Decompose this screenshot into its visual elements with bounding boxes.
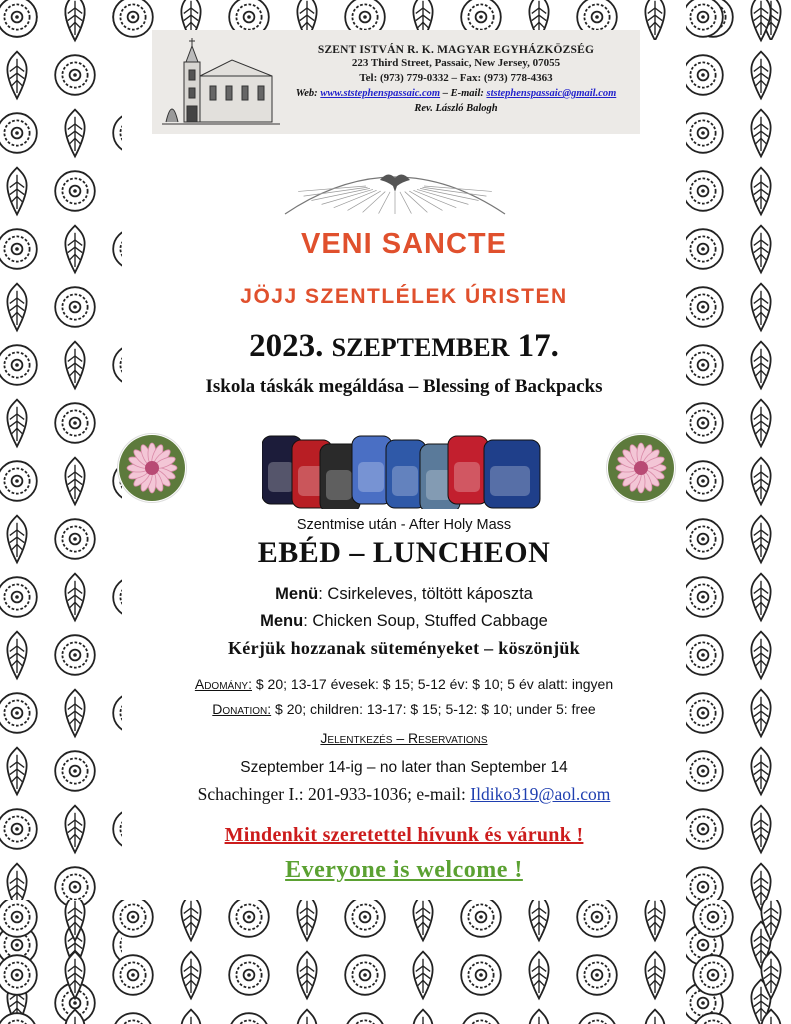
veni-sancte-heading: VENI SANCTE [301, 228, 507, 260]
folk-flower-motif-icon [106, 48, 122, 102]
folk-flower-motif-icon [48, 280, 102, 334]
folk-flower-motif-icon [48, 802, 102, 856]
event-date [122, 328, 686, 365]
folk-flower-motif-icon [686, 338, 730, 392]
folk-flower-motif-icon [338, 1006, 392, 1024]
reservations-heading [122, 730, 686, 746]
folk-flower-motif-icon [454, 948, 508, 1002]
folk-flower-motif-icon [338, 900, 392, 944]
folk-flower-motif-icon [222, 1006, 276, 1024]
folk-flower-motif-icon [744, 1006, 791, 1024]
folk-flower-motif-icon [48, 222, 102, 276]
menu-en-label: Menu [260, 612, 304, 630]
folk-flower-motif-icon [0, 338, 44, 392]
folk-flower-motif-icon [106, 744, 122, 798]
folk-flower-motif-icon [628, 948, 682, 1002]
folk-flower-motif-icon [48, 628, 102, 682]
folk-flower-motif-icon [734, 396, 788, 450]
folk-flower-motif-icon [48, 0, 102, 44]
folk-flower-motif-icon [686, 512, 730, 566]
folk-flower-motif-icon [686, 948, 740, 1002]
web-label: Web: [295, 88, 318, 99]
folk-flower-motif-icon [686, 1006, 740, 1024]
folk-flower-motif-icon [48, 948, 102, 1002]
parish-header [152, 30, 640, 134]
folk-flower-motif-icon [48, 900, 102, 944]
folk-flower-motif-icon [106, 222, 122, 276]
folk-flower-motif-icon [744, 900, 791, 944]
folk-flower-motif-icon [106, 280, 122, 334]
folk-flower-motif-icon [570, 948, 624, 1002]
folk-flower-motif-icon [628, 1006, 682, 1024]
parish-web-line [272, 86, 640, 101]
folk-flower-motif-icon [734, 512, 788, 566]
parish-phone-fax: Tel: (973) 779-0332 – Fax: (973) 778-4363 [359, 72, 553, 84]
folk-flower-motif-icon [734, 628, 788, 682]
folk-flower-motif-icon [686, 222, 730, 276]
folk-flower-motif-icon [338, 948, 392, 1002]
folk-flower-motif-icon [0, 686, 44, 740]
contact-text: Schachinger I.: 201-933-1036; e-mail: [197, 784, 471, 804]
folk-flower-motif-icon [48, 164, 102, 218]
folk-flower-motif-icon [512, 1006, 566, 1024]
folk-flower-motif-icon [106, 0, 122, 44]
folk-flower-motif-icon [280, 900, 334, 944]
folk-flower-motif-icon [686, 900, 740, 944]
menu-english [122, 612, 686, 631]
folk-flower-motif-icon [512, 948, 566, 1002]
parish-name: SZENT ISTVÁN R. K. MAGYAR EGYHÁZKÖZSÉG [317, 44, 595, 56]
folk-flower-motif-icon [106, 396, 122, 450]
folk-flower-motif-icon [0, 164, 44, 218]
donation-english [122, 701, 686, 717]
folk-flower-motif-icon [106, 686, 122, 740]
folk-flower-motif-icon [686, 280, 730, 334]
parish-address: 223 Third Street, Passaic, New Jersey, 07055 [351, 57, 561, 69]
folk-flower-motif-icon [0, 900, 44, 944]
church-drawing-icon [162, 36, 280, 130]
donation-en-text: $ 20; children: 13-17: $ 15; 5-12: $ 10; under 5: free [271, 701, 596, 717]
menu-hu-items: : Csirkeleves, töltött káposzta [318, 585, 533, 603]
folk-flower-motif-icon [686, 454, 730, 508]
folk-border-left [0, 0, 122, 1024]
folk-flower-motif-icon [0, 396, 44, 450]
folk-flower-motif-icon [106, 570, 122, 624]
reservation-deadline: Szeptember 14-ig – no later than September 14 [240, 759, 568, 776]
folk-flower-motif-icon [686, 744, 730, 798]
jojj-heading: JÖJJ SZENTLÉLEK ÚRISTEN [240, 285, 568, 308]
folk-flower-motif-icon [106, 802, 122, 856]
donation-hu-text: $ 20; 13-17 évesek: $ 15; 5-12 év: $ 10; 5 év alatt: ingyen [251, 676, 614, 692]
folk-flower-motif-icon [106, 106, 122, 160]
folk-flower-motif-icon [570, 1006, 624, 1024]
folk-flower-motif-icon [48, 48, 102, 102]
contact-email-link[interactable]: Ildiko319@aol.com [470, 784, 611, 804]
reservation-contact [122, 784, 686, 805]
folk-flower-motif-icon [734, 454, 788, 508]
folk-flower-motif-icon [48, 396, 102, 450]
folk-flower-motif-icon [734, 280, 788, 334]
folk-flower-motif-icon [686, 396, 730, 450]
folk-flower-motif-icon [106, 512, 122, 566]
folk-flower-motif-icon [0, 512, 44, 566]
folk-flower-motif-icon [106, 900, 160, 944]
folk-flower-motif-icon [0, 106, 44, 160]
folk-flower-motif-icon [280, 1006, 334, 1024]
website-link[interactable]: www.ststephenspassaic.com [320, 88, 441, 99]
donation-hu-label: Adomány: [194, 676, 252, 692]
folk-flower-motif-icon [734, 106, 788, 160]
folk-flower-motif-icon [744, 948, 791, 1002]
date-year: 2023. [249, 328, 324, 364]
folk-flower-motif-icon [222, 948, 276, 1002]
folk-border-bottom [0, 900, 791, 1024]
folk-flower-motif-icon [454, 900, 508, 944]
date-month: SZEPTEMBER [331, 333, 510, 362]
folk-flower-motif-icon [686, 628, 730, 682]
folk-flower-motif-icon [686, 802, 730, 856]
folk-flower-motif-icon [0, 0, 44, 44]
menu-en-items: : Chicken Soup, Stuffed Cabbage [303, 612, 548, 630]
blessing-subtitle: Iskola táskák megáldása – Blessing of Backpacks [205, 376, 603, 397]
folk-flower-motif-icon [106, 338, 122, 392]
reservations-label: Jelentkezés – Reservations [320, 730, 488, 746]
folk-flower-motif-icon [164, 1006, 218, 1024]
menu-hungarian [122, 585, 686, 604]
folk-flower-motif-icon [734, 338, 788, 392]
menu-hu-label: Menü [275, 585, 319, 603]
after-mass-text: Szentmise után - After Holy Mass [296, 517, 512, 533]
folk-flower-motif-icon [734, 0, 788, 44]
folk-flower-motif-icon [734, 570, 788, 624]
folk-flower-motif-icon [686, 570, 730, 624]
luncheon-heading: EBÉD – LUNCHEON [257, 536, 551, 569]
folk-flower-motif-icon [48, 744, 102, 798]
welcome-english: Everyone is welcome ! [285, 857, 523, 883]
folk-flower-motif-icon [686, 686, 730, 740]
folk-flower-motif-icon [280, 948, 334, 1002]
folk-flower-motif-icon [396, 948, 450, 1002]
donation-hungarian [122, 676, 686, 692]
folk-flower-motif-icon [0, 802, 44, 856]
folk-flower-motif-icon [48, 512, 102, 566]
folk-flower-motif-icon [48, 454, 102, 508]
folk-flower-motif-icon [0, 48, 44, 102]
email-label: – E-mail: [442, 88, 484, 99]
folk-flower-motif-icon [0, 1006, 44, 1024]
folk-flower-motif-icon [0, 454, 44, 508]
donation-en-label: Donation: [212, 701, 272, 717]
folk-flower-motif-icon [686, 0, 730, 44]
folk-flower-motif-icon [686, 106, 730, 160]
folk-flower-motif-icon [164, 948, 218, 1002]
folk-flower-motif-icon [222, 900, 276, 944]
folk-flower-motif-icon [734, 222, 788, 276]
folk-flower-motif-icon [734, 744, 788, 798]
folk-flower-motif-icon [0, 222, 44, 276]
pastry-request: Kérjük hozzanak süteményeket – köszönjük [227, 638, 580, 658]
folk-flower-motif-icon [734, 802, 788, 856]
folk-flower-motif-icon [0, 744, 44, 798]
welcome-hungarian: Mindenkit szeretettel hívunk és várunk ! [224, 824, 584, 846]
folk-flower-motif-icon [396, 900, 450, 944]
date-day: 17. [517, 328, 559, 364]
priest-name: Rev. László Balogh [414, 103, 498, 114]
folk-flower-motif-icon [48, 338, 102, 392]
folk-flower-motif-icon [396, 1006, 450, 1024]
folk-flower-motif-icon [106, 1006, 160, 1024]
folk-flower-motif-icon [454, 1006, 508, 1024]
folk-flower-motif-icon [0, 948, 44, 1002]
pink-flower-right-icon [607, 434, 675, 502]
folk-flower-motif-icon [0, 570, 44, 624]
folk-flower-motif-icon [106, 164, 122, 218]
folk-flower-motif-icon [48, 686, 102, 740]
folk-flower-motif-icon [734, 164, 788, 218]
folk-flower-motif-icon [686, 48, 730, 102]
holy-spirit-dove-icon [280, 160, 510, 216]
folk-flower-motif-icon [734, 48, 788, 102]
folk-flower-motif-icon [686, 164, 730, 218]
folk-flower-motif-icon [628, 900, 682, 944]
pink-flower-left-icon [118, 434, 186, 502]
folk-flower-motif-icon [512, 900, 566, 944]
folk-flower-motif-icon [0, 280, 44, 334]
folk-border-right [686, 0, 791, 1024]
folk-flower-motif-icon [0, 628, 44, 682]
folk-flower-motif-icon [48, 1006, 102, 1024]
folk-flower-motif-icon [734, 686, 788, 740]
backpacks-image [262, 424, 547, 509]
folk-flower-motif-icon [164, 900, 218, 944]
folk-flower-motif-icon [106, 628, 122, 682]
folk-flower-motif-icon [48, 570, 102, 624]
folk-flower-motif-icon [48, 106, 102, 160]
folk-flower-motif-icon [570, 900, 624, 944]
folk-flower-motif-icon [106, 948, 160, 1002]
parish-email-link[interactable]: ststephenspassaic@gmail.com [486, 88, 617, 99]
